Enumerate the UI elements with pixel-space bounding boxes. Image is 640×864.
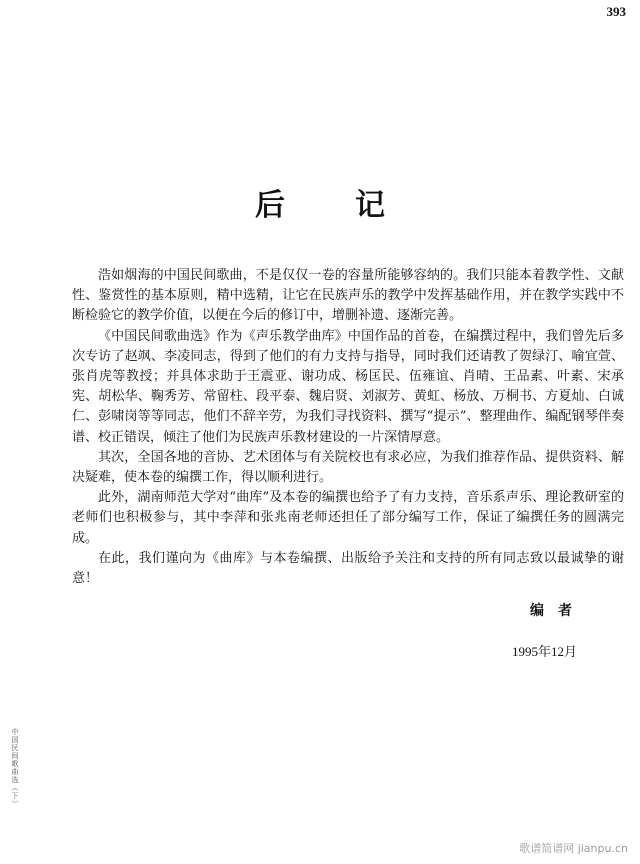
paragraph: 在此，我们谨向为《曲库》与本卷编撰、出版给予关注和支持的所有同志致以最诚挚的谢意！ — [72, 550, 624, 587]
date: 1995年12月 — [512, 644, 578, 659]
afterword-body — [72, 266, 624, 589]
paragraph: 其次，全国各地的音协、艺术团体与有关院校也有求必应，为我们推荐作品、提供资料、解决疑难，使本卷的编撰工作，得以顺利进行。 — [72, 449, 624, 486]
paragraph: 浩如烟海的中国民间歌曲，不是仅仅一卷的容量所能够容纳的。我们只能本着教学性、文献性、鉴赏性的基本原则，精中选精，让它在民族声乐的教学中发挥基础作用，并在教学实践中不断检验它的教学价值，以便在今后的修订中，增删补遗、逐渐完善。 — [72, 268, 624, 324]
page-number: 393 — [606, 4, 626, 19]
watermark: 歌谱简谱网 jianpu.cn — [519, 842, 628, 855]
signature: 编者 — [530, 603, 586, 619]
margin-note: 中国民间歌曲选（下） — [11, 728, 19, 808]
paragraph: 此外，湖南师范大学对“曲库”及本卷的编撰也给予了有力支持，音乐系声乐、理论教研室的老师们也积极参与，其中李萍和张兆南老师还担任了部分编写工作，保证了编撰任务的圆满完成。 — [72, 490, 624, 546]
page-title: 后记 — [255, 188, 455, 223]
paragraph: 《中国民间歌曲选》作为《声乐教学曲库》中国作品的首卷，在编撰过程中，我们曾先后多次专访了赵飒、李凌同志，得到了他们的有力支持与指导，同时我们还请教了贺绿汀、喻宜萱、张肖虎等教授；并具体求助于王震亚、谢功成、杨匡民、伍雍谊、肖晴、王品素、叶素、宋承宪、胡松华、鞠秀芳、常留柱、段平泰、魏启贤、刘淑芳、黄虹、杨放、万桐书、方夏灿、白诚仁、彭啸岗等等同志，他们不辞辛劳，为我们寻找资料、撰写“提示”、整理曲作、编配钢琴伴奏谱、校正错误，倾注了他们为民族声乐教材建设的一片深情厚意。 — [72, 328, 624, 445]
